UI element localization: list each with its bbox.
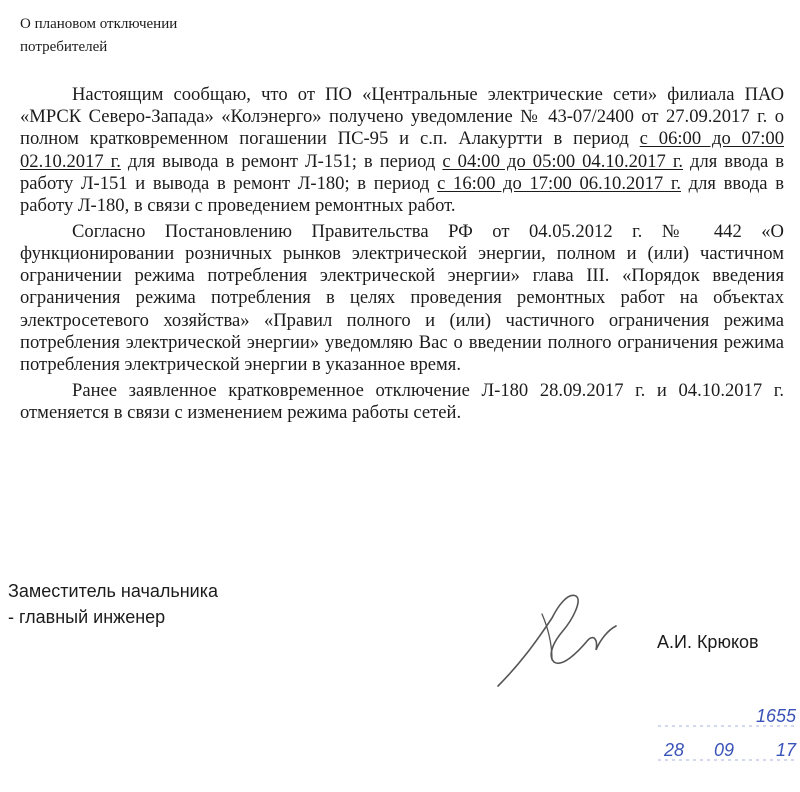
- signatory-title-line-2: - главный инженер: [8, 607, 166, 627]
- outage-period-2: с 04:00 до 05:00 04.10.2017 г.: [442, 150, 683, 172]
- stamp-year: 17: [776, 740, 797, 760]
- paragraph-text: для ввода в работу Л-180, в связи с проведением ремонтных работ.: [20, 172, 785, 217]
- signatory-title-line-1: Заместитель начальника: [8, 581, 219, 601]
- stamp-month: 09: [714, 740, 735, 760]
- signatory-name: А.И. Крюков: [657, 632, 759, 652]
- subject-line-2: потребителей: [20, 39, 108, 55]
- paragraph-regulation: Согласно Постановлению Правительства РФ от 04.05.2012 г. № 442 «О функционировании розничных рынков электрической энергии, полном и (или) частичном ограничении режима потребления электрической энергии» глава III. «Порядок введения ограничения режима потребления в целях проведения ремонтных работ на объектах электросетевого хозяйства» «Правил полного и (или) частичного ограничения режима потребления электрической энергии» уведомляю Вас о введении полного ограничения режима потребления электрической энергии в указанное время.: [20, 220, 784, 375]
- paragraph-text: для ввода в работу Л-151 и вывода в ремонт Л-180; в период: [20, 150, 784, 194]
- paragraph-text: для вывода в ремонт Л-151; в период: [120, 150, 443, 172]
- registration-stamp: [650, 700, 800, 780]
- outage-period-1: с 06:00 до 07:00 02.10.2017 г.: [20, 128, 784, 172]
- subject-line-1: О плановом отключении: [20, 16, 178, 32]
- stamp-time: 1655: [756, 706, 797, 726]
- paragraph-cancellation: Ранее заявленное кратковременное отключение Л-180 28.09.2017 г. и 04.10.2017 г. отменяется в связи с изменением режима работы сетей.: [20, 379, 784, 423]
- stamp-day: 28: [664, 740, 685, 760]
- outage-period-3: с 16:00 до 17:00 06.10.2017 г.: [437, 172, 682, 194]
- paragraph-text: Настоящим сообщаю, что от ПО «Центральные электрические сети» филиала ПАО «МРСК Северо-Запада» «Колэнерго» получено уведомление № 43-07/2400 от 27.09.2017 г. о полном кратковременном погашении ПС-95 и с.п. Алакуртти в период: [20, 84, 784, 150]
